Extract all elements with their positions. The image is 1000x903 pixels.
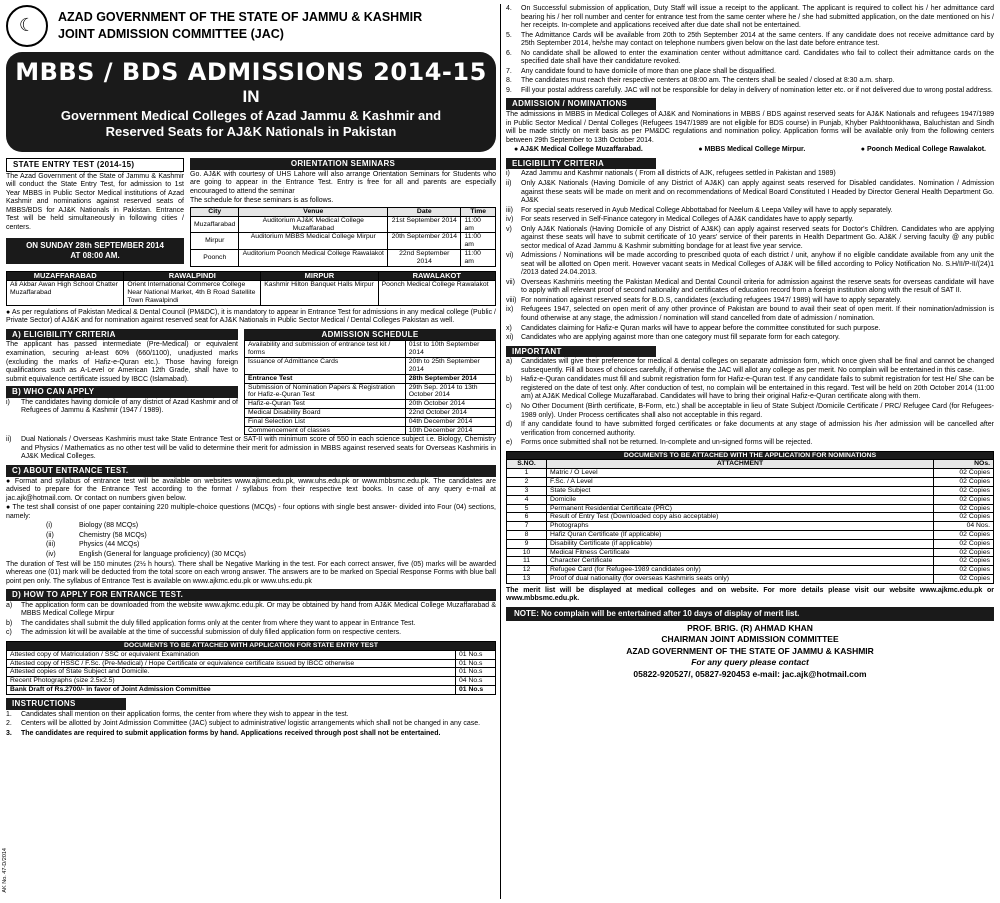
table-row bbox=[191, 216, 496, 233]
header-line1: AZAD GOVERNMENT OF THE STATE OF JAMMU & KASHMIR bbox=[58, 10, 423, 25]
cell: 21st September 2014 bbox=[388, 216, 461, 233]
item-text: Fill your postal address carefully. JAC will not be responsible for delay in delivery of nomination letter etc. or if not delivered due to wrong postal address. bbox=[521, 86, 993, 94]
item-text: For seats reserved in Self-Finance category in Medical Colleges of AJ&K candidates have to apply separtly. bbox=[521, 216, 854, 224]
item-text: On Successful submission of application, Duty Staff will issue a receipt to the applicant. The applicant is required to collect his / her admittance card bearing his / her roll number and center for entrance test from the same center where he / she had submitted application, on the date mentioned on his / her receipts. In-complete and applications received after due date shall not be entertained. bbox=[521, 5, 994, 30]
cell: 28th September 2014 bbox=[405, 374, 495, 383]
orientation-text: Go. AJ&K with courtesy of UHS Lahore will also arrange Orientation Seminars for Students who are going to appear in the Entrance Test. Entry is free for all and parents are especially encouraged to attend the seminar bbox=[190, 170, 496, 195]
list-item bbox=[506, 358, 994, 375]
test-date-banner bbox=[6, 238, 184, 264]
cell: Permanent Residential Certificate (PRC) bbox=[547, 504, 934, 513]
cell: 6 bbox=[507, 513, 547, 522]
cell: 29th Sep. 2014 to 13th October 2014 bbox=[405, 383, 495, 400]
cell: 8 bbox=[507, 530, 547, 539]
chairman-role: CHAIRMAN JOINT ADMISSION COMMITTEE bbox=[661, 634, 839, 645]
item-text: Candidates claiming for Hafiz-e Quran marks will have to appear before the committee constituted for such purpose. bbox=[521, 324, 881, 332]
table-row bbox=[507, 486, 994, 495]
item-text: The candidates are required to submit application forms by hand. Applications received through post shall not be entertained. bbox=[21, 729, 441, 737]
important-heading: IMPORTANT bbox=[506, 346, 656, 358]
cell: Poonch Medical College Rawalakot bbox=[378, 281, 495, 305]
item-text: English (General for language proficiency) (30 MCQs) bbox=[79, 550, 246, 558]
list-item bbox=[506, 170, 994, 179]
table-row bbox=[7, 659, 496, 668]
item-num: (iv) bbox=[46, 550, 56, 558]
header-line2: JOINT ADMISSION COMMITTEE (JAC) bbox=[58, 27, 284, 41]
eligibility-a-text: The applicant has passed intermediate (Pre-Medical) or equivalent examination, securing at-least 60% (660/1100), unadjusted marks (excluding the marks of Hafiz-e-Quran etc.). Those having foreign qualifications such as A-Level or American 12th Grade, shall have to submit equivalence certificate issued by IBCC (Islamabad). bbox=[6, 341, 238, 383]
test-duration: The duration of Test will be 150 minutes (2½ h hours). There shall be Negative Marking in the test. For each correct answer, five (05) marks will be awarded whereas one (01) mark will be deducted from the total score on each wrong answer. The answers are to be marked on Special Response Forms with blue ball point pen only. The syllabus of Entrance Test is available on www.ajkmc.edu.pk or www.uhs.edu.pk bbox=[6, 560, 496, 585]
list-item bbox=[6, 602, 496, 619]
cell: 9 bbox=[507, 539, 547, 548]
cell: 04th December 2014 bbox=[405, 417, 495, 426]
right-column bbox=[506, 4, 994, 899]
cell: 02 Copies bbox=[934, 486, 994, 495]
center-name: AJ&K Medical College Muzaffarabad. bbox=[519, 146, 643, 154]
table-row bbox=[507, 513, 994, 522]
cell: 02 Copies bbox=[934, 548, 994, 557]
item-text: The candidates having domicile of any district of Azad Kashmir and of Refugees of Jammu & Kashmir (1947 / 1989). bbox=[21, 398, 238, 415]
list-item bbox=[6, 711, 496, 720]
item-text: Biology (88 MCQs) bbox=[79, 522, 139, 530]
table-row bbox=[245, 400, 496, 409]
list-item bbox=[6, 436, 496, 462]
list-item bbox=[6, 399, 238, 416]
item-num: v) bbox=[506, 225, 512, 233]
list-item bbox=[6, 629, 496, 638]
chairman-name: PROF. BRIG. (R) AHMAD KHAN bbox=[687, 622, 813, 633]
table-row bbox=[507, 557, 994, 566]
item-num: 9. bbox=[506, 86, 512, 94]
table-row bbox=[7, 281, 496, 305]
cell: 04 No.s bbox=[456, 677, 496, 686]
cell: Auditorium AJ&K Medical College Muzaffarabad bbox=[239, 216, 388, 233]
footer-contact: 05822-920527/, 05827-920453 e-mail: jac.ajk@hotmail.com bbox=[633, 668, 867, 679]
cell: 11:00 am bbox=[461, 249, 496, 266]
item-num: a) bbox=[506, 358, 513, 366]
cell: Medical Fitness Certificate bbox=[547, 548, 934, 557]
table-row bbox=[7, 686, 496, 695]
entry-test-heading: STATE ENTRY TEST (2014-15) bbox=[6, 158, 184, 172]
table-row bbox=[507, 478, 994, 487]
cell: Issuance of Admittance Cards bbox=[245, 358, 406, 375]
list-item bbox=[506, 325, 994, 334]
about-test-b2-text: The test shall consist of one paper containing 220 multiple-choice questions (MCQs) - four options with single best answer- divided into Four (04) sections, namely: bbox=[6, 504, 497, 520]
list-item bbox=[506, 334, 994, 343]
docs-test-table bbox=[6, 641, 496, 695]
cell: 02 Copies bbox=[934, 478, 994, 487]
list-item bbox=[506, 421, 994, 438]
about-test-heading: C) ABOUT ENTRANCE TEST. bbox=[6, 465, 496, 477]
item-num: (iii) bbox=[46, 541, 56, 549]
item-num: a) bbox=[6, 601, 13, 609]
item-num: vi) bbox=[506, 252, 514, 260]
item-num: i) bbox=[506, 170, 510, 178]
eligibility-heading: ELIGIBILITY CRITERIA bbox=[506, 158, 656, 170]
docs-nom-table bbox=[506, 451, 994, 584]
cell: Orient International Commerce College Near National Market, 4th B Road Satellite Town Rawalpindi bbox=[124, 281, 261, 305]
list-item bbox=[46, 541, 496, 550]
item-text: The application form can be downloaded from the website www.ajkmc.edu.pk. Or may be obtained by hand from AJ&K Medical College Muzaffarabad & MBBS Medical College Mirpur bbox=[21, 601, 496, 618]
item-num: b) bbox=[506, 376, 513, 384]
cell: 02 Copies bbox=[934, 539, 994, 548]
signature-block bbox=[506, 623, 994, 680]
item-num: c) bbox=[506, 402, 512, 410]
table-row bbox=[507, 539, 994, 548]
cell: 10th December 2014 bbox=[405, 426, 495, 435]
seminar-table bbox=[190, 207, 496, 267]
item-text: Candidates will give their preference for medical & dental colleges on separate admission form, which once given shall be final and cannot be changed subsequently. Fill all boxes of choices carefully, if otherwise the JAC will allot any college as per merit. No complain will be entertained in this case. bbox=[521, 358, 994, 374]
table-row bbox=[245, 341, 496, 358]
item-text: No candidate shall be allowed to enter the examination center without admittance card. Candidates who fail to collect their admittance cards on the specified date shall have their candidature revoked. bbox=[521, 49, 994, 66]
item-num: 5. bbox=[506, 31, 512, 39]
orientation-heading: ORIENTATION SEMINARS bbox=[190, 158, 496, 170]
table-row bbox=[245, 383, 496, 400]
cell: Ali Akbar Awan High School Chatter Muzaffarabad bbox=[7, 281, 124, 305]
center-col: RAWALPINDI bbox=[124, 271, 261, 281]
footer-query: For any query please contact bbox=[691, 657, 809, 668]
test-sections bbox=[6, 522, 496, 559]
cell: 11 bbox=[507, 557, 547, 566]
cell: Kashmir Hilton Banquet Halls Mirpur bbox=[261, 281, 378, 305]
item-num: (ii) bbox=[46, 531, 54, 539]
cell: 02 Copies bbox=[934, 495, 994, 504]
item-text: Azad Jammu and Kashmir nationals ( From all districts of AJK, refugees settled in Pakistan and 1989) bbox=[521, 170, 836, 178]
cell: Attested copies of State Subject and Domicile. bbox=[7, 668, 456, 677]
item-num: vii) bbox=[506, 278, 515, 286]
cell: Medical Disability Board bbox=[245, 408, 406, 417]
item-num: 6. bbox=[506, 49, 512, 57]
header bbox=[6, 4, 496, 48]
item-text: No Other Document (Birth certificate, B-Form, etc.) shall be acceptable in lieu of State Subject /Domicile Certificate / PRC/ Refugee Card (for Refugees-1989 only). Under Process certificates shall also not acceptable in this regard. bbox=[521, 402, 994, 419]
item-num: 3. bbox=[6, 729, 12, 737]
table-row bbox=[507, 522, 994, 531]
table-row bbox=[245, 358, 496, 375]
seminar-col-city: City bbox=[191, 207, 239, 216]
footer-org: AZAD GOVERNMENT OF THE STATE OF JAMMU & KASHMIR bbox=[626, 645, 874, 656]
cell: Mirpur bbox=[191, 233, 239, 250]
nomination-centers bbox=[506, 146, 994, 155]
docs-col-sno: S.NO. bbox=[507, 460, 547, 469]
item-text: The candidates shall submit the duly filled application forms only at the center from where they want to appear in Entrance Test. bbox=[21, 619, 416, 627]
cell: Muzaffarabad bbox=[191, 216, 239, 233]
list-item bbox=[46, 522, 496, 531]
cell: State Subject bbox=[547, 486, 934, 495]
docs-col-nos: NOs. bbox=[934, 460, 994, 469]
list-item bbox=[506, 252, 994, 278]
table-row bbox=[245, 417, 496, 426]
center-name: Poonch Medical College Rawalakot. bbox=[866, 146, 986, 154]
item-text: Overseas Kashmiris meeting the Pakistan Medical and Dental Council criteria for admission against the reserve seats for overseas candidate will have to apply with all relevant proof of second nationality and certificates of education record from a foreign institution along with the result of SAT II. bbox=[521, 278, 994, 295]
center-name: MBBS Medical College Mirpur. bbox=[704, 146, 806, 154]
list-item bbox=[6, 730, 496, 739]
cell: F.Sc. / A Level bbox=[547, 478, 934, 487]
item-num: ii) bbox=[6, 436, 12, 444]
entry-test-text: The Azad Government of the State of Jammu & Kashmir will conduct the State Entry Test, for admission to 1st Year MBBS in Public Sector Medical institutions of Azad Kashmir and nominations against reserved seats of MBBS/BDS for AJ&K Nationals in Pakistan. Entrance Test will be held simultaneously in following cities / centers. bbox=[6, 172, 184, 231]
header-text bbox=[58, 9, 422, 43]
cell: Attested copy of HSSC / F.Sc. (Pre-Medical) / Hope Certificate or equivalence certificate issued by IBCC otherwise bbox=[7, 659, 456, 668]
who-can-apply-heading: B) WHO CAN APPLY bbox=[6, 386, 238, 398]
cell: Auditorium MBBS Medical College Mirpur bbox=[239, 233, 388, 250]
cell: Entrance Test bbox=[245, 374, 406, 383]
cell: 01 No.s bbox=[456, 659, 496, 668]
table-row bbox=[7, 650, 496, 659]
instructions-heading: INSTRUCTIONS bbox=[6, 698, 126, 710]
docs-nom-heading: DOCUMENTS TO BE ATTACHED WITH THE APPLICATION FOR NOMINATIONS bbox=[507, 451, 994, 460]
cell: 01 No.s bbox=[456, 686, 496, 695]
cell: 02 Copies bbox=[934, 469, 994, 478]
cell: Character Certificate bbox=[547, 557, 934, 566]
list-item bbox=[506, 279, 994, 296]
cell: Proof of dual nationality (for overseas Kashmiris seats only) bbox=[547, 575, 934, 584]
cell: Bank Draft of Rs.2700/- in favor of Joint Admission Committee bbox=[7, 686, 456, 695]
note-bar: NOTE: No complain will be entertained after 10 days of display of merit list. bbox=[506, 607, 994, 621]
item-text: Hafiz-e-Quran candidates must fill and submit registration form for Hafiz-e-Quran test. If any candidate fails to submit registration for test He/ She can be registered on the date of test only. After conduction of test, no complain will be entertained in this regard. Test will be held on 20th October 2014 (11:00 am) at AJ&K Medical College Muzaffarabad. Candidates will have to bring their original Hafiz-e-Quran certificate along with them. bbox=[521, 376, 994, 401]
title-sub1: Government Medical Colleges of Azad Jammu & Kashmir and bbox=[60, 108, 442, 123]
cell: Availability and submission of entrance test kit / forms bbox=[245, 341, 406, 358]
cell: Hafiz Quran Certificate (If applicable) bbox=[547, 530, 934, 539]
table-row bbox=[507, 566, 994, 575]
cell: 4 bbox=[507, 495, 547, 504]
title-in: IN bbox=[242, 87, 260, 107]
cell: 02 Copies bbox=[934, 566, 994, 575]
list-item bbox=[6, 720, 496, 729]
cell: 01 No.s bbox=[456, 668, 496, 677]
cell: 13 bbox=[507, 575, 547, 584]
docs-test-heading: DOCUMENTS TO BE ATTACHED WITH APPLICATION FOR STATE ENTRY TEST bbox=[7, 641, 496, 650]
table-row bbox=[507, 548, 994, 557]
list-item bbox=[506, 87, 994, 96]
seminar-col-date: Date bbox=[388, 207, 461, 216]
ad-number: AK No. 47-D/2014 bbox=[2, 848, 8, 893]
item-text: Refugees 1947, selected on open merit of any other province of Pakistan are bound to avail their seat of open merit. If their nomination/admission is found otherwise at any stage, the admission / nomination will stand cancelled from date of admission / nomination. bbox=[521, 306, 994, 322]
table-row bbox=[7, 668, 496, 677]
item-text: Candidates shall mention on their application forms, the center from where they wish to appear in the test. bbox=[21, 710, 349, 718]
table-row bbox=[245, 426, 496, 435]
item-num: (i) bbox=[46, 522, 53, 530]
title-banner bbox=[6, 52, 496, 152]
title-main: MBBS / BDS ADMISSIONS 2014-15 bbox=[15, 58, 487, 86]
cell: 11:00 am bbox=[461, 233, 496, 250]
item-text: Centers will be allotted by Joint Admission Committee (JAC) subject to administrative/ logistic arrangements which shall not be changed in any case. bbox=[21, 720, 481, 728]
item-text: Candidates who are applying against more than one category must fill separate form for each category. bbox=[521, 334, 840, 342]
cell: 20th September 2014 bbox=[388, 233, 461, 250]
cell: 1 bbox=[507, 469, 547, 478]
cell: Attested copy of Matriculation / SSC or equivalent Examination bbox=[7, 650, 456, 659]
item-text: Dual Nationals / Overseas Kashmiris must take State Entrance Test or SAT-II with minimum score of 550 in each science subject i.e. Biology, Chemistry and Physics / Mathematics as no other test will be valid to determine their merit for admission in MBBS against reserved seats for Overseas Kashmiris in AJ&K Medical Colleges. bbox=[21, 436, 496, 461]
cell: 20th October 2014 bbox=[405, 400, 495, 409]
eligibility-a-heading: A) ELIGIBILITY CRITERIA bbox=[6, 329, 238, 341]
list-item bbox=[506, 297, 994, 306]
cell: Refugee Card (for Refugee-1989 candidates only) bbox=[547, 566, 934, 575]
cell: 11:00 am bbox=[461, 216, 496, 233]
list-item bbox=[506, 77, 994, 86]
cell: 22nd September 2014 bbox=[388, 249, 461, 266]
cell: Photographs bbox=[547, 522, 934, 531]
cell: 12 bbox=[507, 566, 547, 575]
item-text: Any candidate found to have domicile of more than one place shall be disqualified. bbox=[521, 67, 776, 75]
list-item bbox=[506, 439, 994, 448]
government-emblem-icon: ☾ bbox=[6, 5, 48, 47]
table-row bbox=[507, 495, 994, 504]
item-text: Forms once submitted shall not be returned. In-complete and un-signed forms will be rejected. bbox=[521, 439, 813, 447]
entry-test-section bbox=[6, 158, 184, 267]
table-row bbox=[7, 677, 496, 686]
nomination-center-1: ● AJ&K Medical College Muzaffarabad. bbox=[514, 146, 643, 154]
cell: Matric / O Level bbox=[547, 469, 934, 478]
list-item bbox=[506, 226, 994, 252]
cell: Poonch bbox=[191, 249, 239, 266]
list-item bbox=[506, 403, 994, 420]
about-test-b1: ● Format and syllabus of entrance test will be available on websites www.ajkmc.edu.pk, www.uhs.edu.pk or www.mbbsmc.edu.pk. The candidates are advised to prepare for the Entrance Test according to the format / syllabus from their respective text books. In case of any query e-mail at jac.ajk@hotmail.com. Or contact on numbers given below. bbox=[6, 477, 496, 502]
list-item bbox=[506, 376, 994, 402]
list-item bbox=[506, 306, 994, 323]
item-text: Chemistry (58 MCQs) bbox=[79, 531, 147, 539]
left-column bbox=[2, 4, 497, 899]
item-text: The Admittance Cards will be available from 20th to 25th September 2014 at the same centers. If any candidate does not receive admittance card by 25th September 2014, he/she may contact on telephone numbers given below on the last date before entrance test. bbox=[521, 31, 994, 48]
test-date-line2: AT 08:00 AM. bbox=[70, 251, 120, 261]
table-row bbox=[245, 374, 496, 383]
list-item bbox=[506, 207, 994, 216]
item-text: Only AJ&K Nationals (Having Domicile of any District of AJ&K) can apply against reserved seats for Doctor's Children. Candidates who are applying against these seats will have to submit certificate of 10 years' service of their parents in Health Department Go. AJ&K / serving faculty @ any public sector medical of Azad Jammu & Kashmir submitting bondage for at least five year service. bbox=[521, 225, 994, 250]
item-num: c) bbox=[6, 629, 12, 637]
item-text: Admissions / Nominations will be made according to prescribed quota of each district / unit, anyhow if no eligible candidate available from any unit the seat will be allotted on Open merit. However vacant seats in Medical Colleges of AJ&K will be filled according to Policy Notification No. S.H/II/P-II/(24)1 /2013 dated 24.04.2013. bbox=[521, 252, 994, 277]
item-num: d) bbox=[506, 421, 513, 429]
cell: 20th to 25th September 2014 bbox=[405, 358, 495, 375]
list-item bbox=[506, 180, 994, 206]
cell: Commencement of classes bbox=[245, 426, 406, 435]
test-date-line1: ON SUNDAY 28th SEPTEMBER 2014 bbox=[26, 241, 164, 251]
cell: 02 Copies bbox=[934, 557, 994, 566]
item-num: viii) bbox=[506, 296, 517, 304]
cell: 01 No.s bbox=[456, 650, 496, 659]
cell: Final Selection List bbox=[245, 417, 406, 426]
item-text: The candidates must reach their respective centers at 08:00 am. The centers shall be sealed / closed at 8:30 a.m. sharp. bbox=[521, 77, 895, 85]
item-num: 7. bbox=[506, 67, 512, 75]
item-text: For special seats reserved in Ayub Medical College Abbottabad for Neelum & Leepa Valley will have to apply separately. bbox=[521, 206, 893, 214]
nomination-center-2: ● MBBS Medical College Mirpur. bbox=[698, 146, 806, 154]
item-num: ii) bbox=[506, 180, 512, 187]
table-row bbox=[507, 469, 994, 478]
cell: 04 Nos. bbox=[934, 522, 994, 531]
cell: 2 bbox=[507, 478, 547, 487]
center-col: RAWALAKOT bbox=[378, 271, 495, 281]
cell: Auditorium Poonch Medical College Rawalakot bbox=[239, 249, 388, 266]
item-text: Physics (44 MCQs) bbox=[79, 541, 140, 549]
table-row bbox=[507, 530, 994, 539]
center-col: MUZAFFARABAD bbox=[7, 271, 124, 281]
pmdc-note: ● As per regulations of Pakistan Medical & Dental Council (PM&DC), it is mandatory to appear in Entrance Test for admissions in any medical college (Public / Private Sector) of AJ&K and for nomination against reserved seat for AJ&K Nationals in Public Sector Medical / Dental Colleges Pakistan as well. bbox=[6, 308, 496, 325]
how-to-apply-heading: D) HOW TO APPLY FOR ENTRANCE TEST. bbox=[6, 589, 496, 601]
list-item bbox=[6, 620, 496, 629]
cell: Recent Photographs (size 2.5x2.5) bbox=[7, 677, 456, 686]
table-row bbox=[507, 575, 994, 584]
table-row bbox=[191, 233, 496, 250]
cell: Result of Entry Test (Downloaded copy also acceptable) bbox=[547, 513, 934, 522]
admission-schedule-table bbox=[244, 340, 496, 435]
item-num: e) bbox=[506, 439, 513, 447]
list-item bbox=[506, 32, 994, 49]
cell: Domicile bbox=[547, 495, 934, 504]
cell: 01st to 10th September 2014 bbox=[405, 341, 495, 358]
list-item bbox=[506, 50, 994, 67]
seminar-col-time: Time bbox=[461, 207, 496, 216]
cell: 5 bbox=[507, 504, 547, 513]
item-text: Only AJ&K Nationals (Having Domicile of any District of AJ&K) can apply against seats reserved for Disabled candidates. Nomination / Admission against these seats will be made on merit and on recommendations of Medical Board Constituted I Headed by Director General Health Department Go. AJ&K bbox=[521, 180, 994, 205]
centers-table bbox=[6, 271, 496, 306]
nominations-heading: ADMISSION / NOMINATIONS bbox=[506, 98, 656, 110]
table-row bbox=[507, 504, 994, 513]
merit-note: The merit list will be displayed at medical colleges and on website. For more details please visit our website www.ajkmc.edu.pk or www.mbbsmc.edu.pk. bbox=[506, 586, 994, 603]
cell: 02 Copies bbox=[934, 513, 994, 522]
item-num: 1. bbox=[6, 710, 12, 718]
seminar-col-venue: Venue bbox=[239, 207, 388, 216]
docs-col-attachment: ATTACHMENT bbox=[547, 460, 934, 469]
pmdc-note-text: As per regulations of Pakistan Medical & Dental Council (PM&DC), it is mandatory to appear in Entrance Test for admissions in any medical college (Public / Private Sector) of AJ&K and for nomination against reserved seat for AJ&K Nationals in Public Sector Medical / Dental Colleges Pakistan as well. bbox=[6, 308, 496, 325]
item-text: For nomination against reserved seats for B.D.S, candidates (excluding refugees 1947/ 1989) will have to apply separately. bbox=[521, 296, 902, 304]
list-item bbox=[46, 551, 496, 560]
center-col: MIRPUR bbox=[261, 271, 378, 281]
item-text: If any candidate found to have submitted forged certificates or fake documents at any stage of admission his /her admission will be cancelled after verification from concerned authority. bbox=[521, 421, 994, 437]
cell: 7 bbox=[507, 522, 547, 531]
title-sub2: Reserved Seats for AJ&K Nationals in Pakistan bbox=[105, 124, 397, 140]
nomination-center-3: ● Poonch Medical College Rawalakot. bbox=[860, 146, 986, 154]
list-item bbox=[506, 216, 994, 225]
item-num: 4. bbox=[506, 5, 512, 12]
item-text: The admission kit will be available at the time of successful submission of duly filled application form on respective centers. bbox=[21, 629, 402, 637]
item-num: x) bbox=[506, 324, 512, 332]
cell: 02 Copies bbox=[934, 504, 994, 513]
admission-schedule-heading: ADMISSION SCHEDULE bbox=[244, 329, 496, 341]
item-num: xi) bbox=[506, 334, 514, 342]
cell: 3 bbox=[507, 486, 547, 495]
cell: 10 bbox=[507, 548, 547, 557]
list-item bbox=[506, 5, 994, 31]
item-num: i) bbox=[6, 398, 10, 406]
list-item bbox=[46, 532, 496, 541]
item-num: b) bbox=[6, 619, 13, 627]
item-num: 2. bbox=[6, 720, 12, 728]
cell: 02 Copies bbox=[934, 530, 994, 539]
column-divider bbox=[500, 4, 501, 899]
cell: 22nd October 2014 bbox=[405, 408, 495, 417]
item-num: 8. bbox=[506, 77, 512, 85]
cell: Hafiz-e-Quran Test bbox=[245, 400, 406, 409]
table-row bbox=[245, 408, 496, 417]
list-item bbox=[506, 68, 994, 77]
about-test-b1-text: Format and syllabus of entrance test will be available on websites www.ajkmc.edu.pk, www.uhs.edu.pk or www.mbbsmc.edu.pk. The candidates are advised to prepare for the Entrance Test according to the format / syllabus from their respective text books. In case of any query e-mail at jac.ajk@hotmail.com. Or contact on numbers given below. bbox=[6, 477, 496, 502]
table-row bbox=[191, 249, 496, 266]
cell: 02 Copies bbox=[934, 575, 994, 584]
item-num: iii) bbox=[506, 206, 513, 214]
cell: Submission of Nomination Papers & Registration for Hafiz-e-Quran Test bbox=[245, 383, 406, 400]
nominations-text: The admissions in MBBS in Medical Colleges of AJ&K and Nominations in MBBS / BDS against reserved seats for AJ&K Nationals and refugees 1947/1989 in Public Sector Medical / Dental Colleges (Refugees 1947/1989 are not eligible for BDS course) in Punjab, Khyber Pakhtoonkhawa, Baluchistan and Sindh will be made strictly on merit basis as per PM&DC regulations and nomination policy. Application forms will be available only from the following centers between 29th September to 13th October 2014. bbox=[506, 111, 994, 144]
item-num: ix) bbox=[506, 306, 514, 314]
item-num: iv) bbox=[506, 216, 514, 224]
about-test-b2: ● The test shall consist of one paper containing 220 multiple-choice questions (MCQs) - four options with single best answer- divided into Four (04) sections, namely: bbox=[6, 504, 497, 520]
orientation-section bbox=[190, 158, 496, 267]
cell: Disability Certificate (if applicable) bbox=[547, 539, 934, 548]
orientation-schedule-note: The schedule for these seminars is as follows. bbox=[190, 197, 334, 205]
